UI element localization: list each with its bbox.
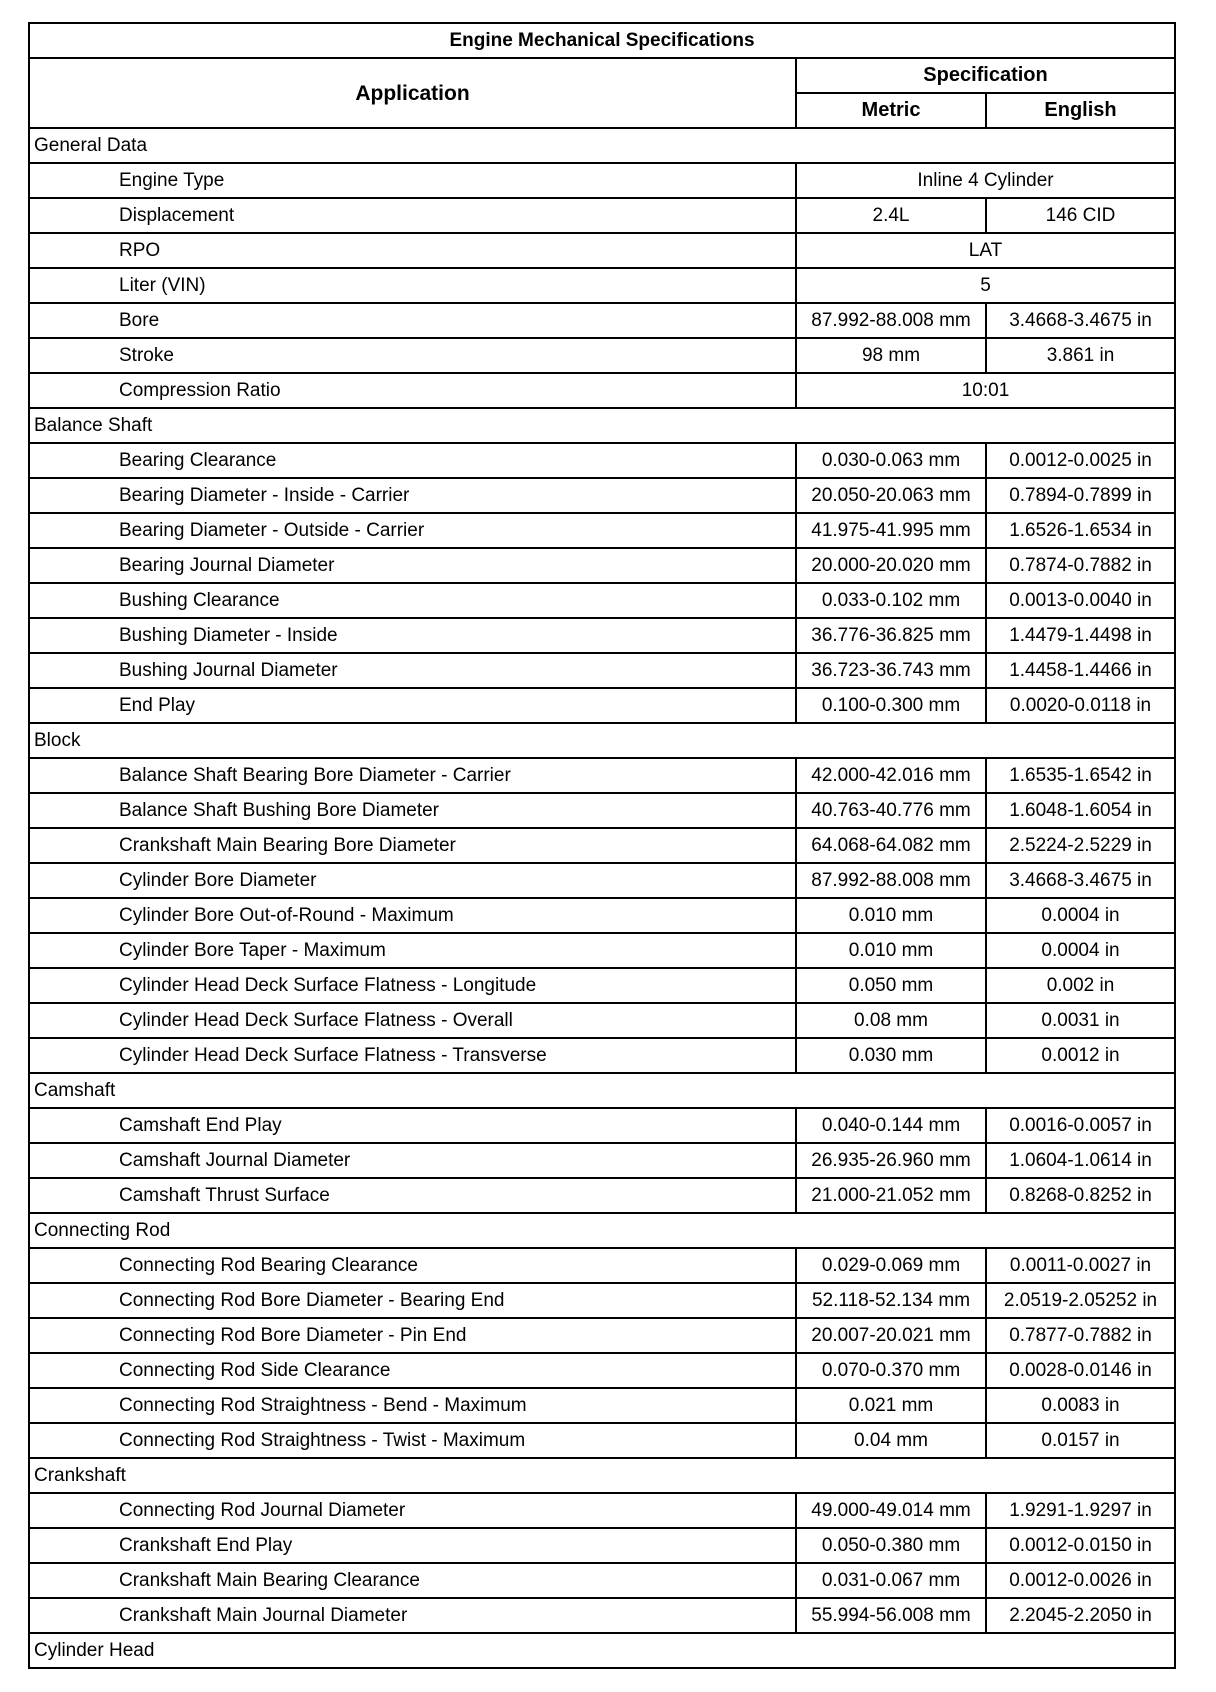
spec-label: End Play: [29, 688, 796, 723]
spec-label: Connecting Rod Side Clearance: [29, 1353, 796, 1388]
spec-label: Cylinder Bore Taper - Maximum: [29, 933, 796, 968]
table-row: [29, 863, 1175, 898]
table-row: [29, 478, 1175, 513]
spec-label: RPO: [29, 233, 796, 268]
english-value: 0.7874-0.7882 in: [986, 548, 1175, 583]
spec-label: Connecting Rod Bearing Clearance: [29, 1248, 796, 1283]
metric-value: 21.000-21.052 mm: [796, 1178, 986, 1213]
spec-label: Bearing Journal Diameter: [29, 548, 796, 583]
table-row: [29, 1353, 1175, 1388]
metric-value: 64.068-64.082 mm: [796, 828, 986, 863]
application-header: Application: [29, 58, 796, 128]
spec-value: Inline 4 Cylinder: [796, 163, 1175, 198]
english-value: 1.4458-1.4466 in: [986, 653, 1175, 688]
english-value: 0.8268-0.8252 in: [986, 1178, 1175, 1213]
metric-value: 0.070-0.370 mm: [796, 1353, 986, 1388]
table-row: [29, 1038, 1175, 1073]
metric-header: Metric: [796, 93, 986, 128]
metric-value: 0.04 mm: [796, 1423, 986, 1458]
english-value: 3.4668-3.4675 in: [986, 303, 1175, 338]
table-body: [29, 128, 1175, 1668]
metric-value: 36.776-36.825 mm: [796, 618, 986, 653]
spec-label: Connecting Rod Bore Diameter - Bearing End: [29, 1283, 796, 1318]
spec-label: Cylinder Head Deck Surface Flatness - Longitude: [29, 968, 796, 1003]
spec-label: Connecting Rod Straightness - Twist - Maximum: [29, 1423, 796, 1458]
section-heading: General Data: [29, 128, 1175, 163]
spec-label: Cylinder Head Deck Surface Flatness - Overall: [29, 1003, 796, 1038]
spec-value: LAT: [796, 233, 1175, 268]
section-row: [29, 1458, 1175, 1493]
metric-value: 2.4L: [796, 198, 986, 233]
english-value: 0.0157 in: [986, 1423, 1175, 1458]
english-value: 1.4479-1.4498 in: [986, 618, 1175, 653]
metric-value: 0.029-0.069 mm: [796, 1248, 986, 1283]
spec-label: Bore: [29, 303, 796, 338]
english-value: 0.0004 in: [986, 933, 1175, 968]
english-value: 0.7877-0.7882 in: [986, 1318, 1175, 1353]
english-value: 3.4668-3.4675 in: [986, 863, 1175, 898]
spec-label: Connecting Rod Journal Diameter: [29, 1493, 796, 1528]
table-row: [29, 1178, 1175, 1213]
metric-value: 20.000-20.020 mm: [796, 548, 986, 583]
metric-value: 0.021 mm: [796, 1388, 986, 1423]
section-row: [29, 723, 1175, 758]
spec-label: Compression Ratio: [29, 373, 796, 408]
metric-value: 0.030-0.063 mm: [796, 443, 986, 478]
table-row: [29, 1598, 1175, 1633]
table-row: [29, 548, 1175, 583]
english-value: 0.002 in: [986, 968, 1175, 1003]
table-row: [29, 373, 1175, 408]
table-row: [29, 583, 1175, 618]
table-row: [29, 653, 1175, 688]
spec-label: Balance Shaft Bearing Bore Diameter - Carrier: [29, 758, 796, 793]
table-row: [29, 338, 1175, 373]
english-header: English: [986, 93, 1175, 128]
metric-value: 52.118-52.134 mm: [796, 1283, 986, 1318]
table-head: [29, 23, 1175, 128]
table-row: [29, 1003, 1175, 1038]
metric-value: 49.000-49.014 mm: [796, 1493, 986, 1528]
metric-value: 26.935-26.960 mm: [796, 1143, 986, 1178]
spec-label: Crankshaft Main Bearing Clearance: [29, 1563, 796, 1598]
table-row: [29, 688, 1175, 723]
spec-label: Bearing Diameter - Inside - Carrier: [29, 478, 796, 513]
table-row: [29, 1388, 1175, 1423]
english-value: 2.5224-2.5229 in: [986, 828, 1175, 863]
table-row: [29, 268, 1175, 303]
section-heading: Camshaft: [29, 1073, 1175, 1108]
table-row: [29, 163, 1175, 198]
table-row: [29, 303, 1175, 338]
table-row: [29, 1563, 1175, 1598]
metric-value: 98 mm: [796, 338, 986, 373]
english-value: 0.7894-0.7899 in: [986, 478, 1175, 513]
spec-label: Balance Shaft Bushing Bore Diameter: [29, 793, 796, 828]
section-row: [29, 1073, 1175, 1108]
table-row: [29, 1493, 1175, 1528]
spec-label: Crankshaft End Play: [29, 1528, 796, 1563]
spec-label: Camshaft End Play: [29, 1108, 796, 1143]
section-row: [29, 1213, 1175, 1248]
metric-value: 36.723-36.743 mm: [796, 653, 986, 688]
spec-label: Bushing Diameter - Inside: [29, 618, 796, 653]
english-value: 0.0083 in: [986, 1388, 1175, 1423]
table-row: [29, 968, 1175, 1003]
spec-label: Bearing Clearance: [29, 443, 796, 478]
english-value: 0.0020-0.0118 in: [986, 688, 1175, 723]
spec-label: Connecting Rod Bore Diameter - Pin End: [29, 1318, 796, 1353]
section-heading: Crankshaft: [29, 1458, 1175, 1493]
spec-table: [28, 22, 1176, 1669]
table-row: [29, 233, 1175, 268]
spec-label: Cylinder Bore Diameter: [29, 863, 796, 898]
metric-value: 87.992-88.008 mm: [796, 303, 986, 338]
header-row: [29, 58, 1175, 93]
spec-label: Camshaft Journal Diameter: [29, 1143, 796, 1178]
english-value: 0.0031 in: [986, 1003, 1175, 1038]
table-row: [29, 933, 1175, 968]
spec-value: 10:01: [796, 373, 1175, 408]
metric-value: 0.010 mm: [796, 933, 986, 968]
metric-value: 0.010 mm: [796, 898, 986, 933]
metric-value: 0.031-0.067 mm: [796, 1563, 986, 1598]
table-row: [29, 198, 1175, 233]
section-heading: Cylinder Head: [29, 1633, 1175, 1668]
english-value: 1.6535-1.6542 in: [986, 758, 1175, 793]
metric-value: 20.050-20.063 mm: [796, 478, 986, 513]
english-value: 1.6526-1.6534 in: [986, 513, 1175, 548]
table-row: [29, 898, 1175, 933]
section-heading: Balance Shaft: [29, 408, 1175, 443]
english-value: 1.0604-1.0614 in: [986, 1143, 1175, 1178]
table-row: [29, 1528, 1175, 1563]
section-row: [29, 1633, 1175, 1668]
spec-label: Crankshaft Main Bearing Bore Diameter: [29, 828, 796, 863]
spec-label: Bushing Journal Diameter: [29, 653, 796, 688]
section-heading: Connecting Rod: [29, 1213, 1175, 1248]
section-row: [29, 128, 1175, 163]
metric-value: 0.08 mm: [796, 1003, 986, 1038]
table-row: [29, 513, 1175, 548]
table-row: [29, 758, 1175, 793]
table-row: [29, 1248, 1175, 1283]
spec-label: Crankshaft Main Journal Diameter: [29, 1598, 796, 1633]
english-value: 0.0028-0.0146 in: [986, 1353, 1175, 1388]
table-row: [29, 1423, 1175, 1458]
table-row: [29, 793, 1175, 828]
metric-value: 0.050-0.380 mm: [796, 1528, 986, 1563]
metric-value: 0.033-0.102 mm: [796, 583, 986, 618]
specification-header: Specification: [796, 58, 1175, 93]
spec-label: Displacement: [29, 198, 796, 233]
table-row: [29, 1143, 1175, 1178]
english-value: 1.6048-1.6054 in: [986, 793, 1175, 828]
table-row: [29, 828, 1175, 863]
spec-value: 5: [796, 268, 1175, 303]
table-title: Engine Mechanical Specifications: [29, 23, 1175, 58]
metric-value: 42.000-42.016 mm: [796, 758, 986, 793]
spec-label: Cylinder Head Deck Surface Flatness - Transverse: [29, 1038, 796, 1073]
english-value: 146 CID: [986, 198, 1175, 233]
metric-value: 55.994-56.008 mm: [796, 1598, 986, 1633]
title-row: [29, 23, 1175, 58]
english-value: 3.861 in: [986, 338, 1175, 373]
metric-value: 0.100-0.300 mm: [796, 688, 986, 723]
english-value: 2.2045-2.2050 in: [986, 1598, 1175, 1633]
metric-value: 41.975-41.995 mm: [796, 513, 986, 548]
spec-label: Engine Type: [29, 163, 796, 198]
english-value: 0.0004 in: [986, 898, 1175, 933]
metric-value: 0.030 mm: [796, 1038, 986, 1073]
english-value: 0.0016-0.0057 in: [986, 1108, 1175, 1143]
metric-value: 0.040-0.144 mm: [796, 1108, 986, 1143]
english-value: 0.0013-0.0040 in: [986, 583, 1175, 618]
spec-label: Stroke: [29, 338, 796, 373]
spec-label: Camshaft Thrust Surface: [29, 1178, 796, 1213]
english-value: 1.9291-1.9297 in: [986, 1493, 1175, 1528]
english-value: 0.0011-0.0027 in: [986, 1248, 1175, 1283]
table-row: [29, 1283, 1175, 1318]
english-value: 0.0012-0.0025 in: [986, 443, 1175, 478]
english-value: 0.0012 in: [986, 1038, 1175, 1073]
table-row: [29, 1318, 1175, 1353]
spec-label: Liter (VIN): [29, 268, 796, 303]
spec-label: Bushing Clearance: [29, 583, 796, 618]
metric-value: 40.763-40.776 mm: [796, 793, 986, 828]
metric-value: 20.007-20.021 mm: [796, 1318, 986, 1353]
english-value: 0.0012-0.0026 in: [986, 1563, 1175, 1598]
metric-value: 0.050 mm: [796, 968, 986, 1003]
table-row: [29, 1108, 1175, 1143]
table-row: [29, 618, 1175, 653]
spec-label: Cylinder Bore Out-of-Round - Maximum: [29, 898, 796, 933]
section-row: [29, 408, 1175, 443]
spec-label: Connecting Rod Straightness - Bend - Maximum: [29, 1388, 796, 1423]
spec-label: Bearing Diameter - Outside - Carrier: [29, 513, 796, 548]
english-value: 0.0012-0.0150 in: [986, 1528, 1175, 1563]
metric-value: 87.992-88.008 mm: [796, 863, 986, 898]
table-row: [29, 443, 1175, 478]
section-heading: Block: [29, 723, 1175, 758]
english-value: 2.0519-2.05252 in: [986, 1283, 1175, 1318]
